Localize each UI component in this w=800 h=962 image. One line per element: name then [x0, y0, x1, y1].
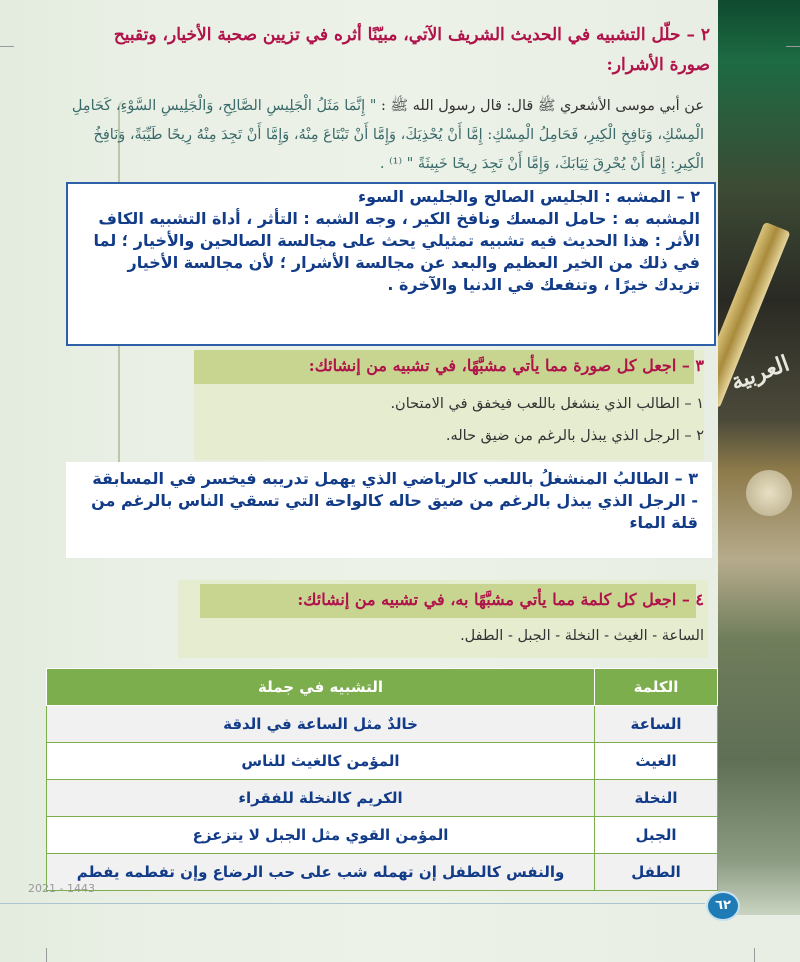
- table-cell-word: الغيث: [595, 743, 718, 780]
- exercise3-title: ٣ – اجعل كل صورة مما يأتي مشبَّهًا، في تشبيه من إنشائك:: [308, 356, 704, 375]
- table-row: [47, 743, 718, 780]
- answer2-line2: المشبه به : حامل المسك ونافخ الكير ، وجه الشبه : التأثر ، أداة التشبيه الكاف: [98, 209, 700, 228]
- table-cell-word: النخلة: [595, 780, 718, 817]
- crop-mark: [786, 46, 800, 47]
- hadith-lead: عن أبي موسى الأشعري ﷺ قال: قال رسول الله ﷺ :: [381, 98, 704, 114]
- table-row: [47, 780, 718, 817]
- exercise3-item-1: ١ – الطالب الذي ينشغل باللعب فيخفق في الامتحان.: [390, 396, 704, 412]
- strip-word: العربية: [727, 350, 793, 396]
- coin-icon: [746, 470, 792, 516]
- exercise2-text: حلّل التشبيه في الحديث الشريف الآتي، مبيّنًا أثره في تزيين صحبة الأخيار، وتقبيح صورة الأشرار:: [113, 25, 710, 75]
- table-cell-word: الجبل: [595, 817, 718, 854]
- exercise4-title: ٤ – اجعل كل كلمة مما يأتي مشبَّهًا به، في تشبيه من إنشائك:: [297, 590, 704, 609]
- decorative-side-strip: [718, 0, 800, 915]
- answer3-line1: ٣ – الطالبُ المنشغلُ باللعب كالرياضي الذي يهمل تدريبه فيخسر في المسابقة: [92, 469, 698, 488]
- answer2-line1: ٢ – المشبه : الجليس الصالح والجليس السوء: [357, 187, 700, 206]
- table-row: [47, 706, 718, 743]
- table-cell-word: الساعة: [595, 706, 718, 743]
- table-cell-simile: الكريم كالنخلة للفقراء: [47, 780, 595, 817]
- answer2-box: [66, 182, 716, 346]
- hadith-text: [64, 92, 704, 179]
- answer3-text: [68, 468, 698, 534]
- table-cell-simile: والنفس كالطفل إن تهمله شب على حب الرضاع وإن تفطمه يفطم: [47, 854, 595, 891]
- exercise2-heading: [70, 20, 710, 80]
- hadith-body: " إِنَّمَا مَثَلُ الْجَلِيسِ الصَّالِحِ، وَالْجَلِيسِ السَّوْءِ، كَحَامِلِ الْمِسْكِ، وَنَافِخِ الْكِيرِ، فَحَامِلُ الْمِسْكِ: إِمَّا أَنْ يُحْذِيَكَ، وَإِمَّا أَنْ تَبْتَاعَ مِنْهُ، وَإِمَّا أَنْ تَجِدَ مِنْهُ رِيحًا طَيِّبَةً، وَنَافِخُ الْكِيرِ: إِمَّا أَنْ يُحْرِقَ ثِيَابَكَ، وَإِمَّا أَنْ تَجِدَ رِيحًا خَبِيثَةً " ⁽¹⁾ .: [71, 98, 704, 172]
- table-row: [47, 817, 718, 854]
- answer2-line3: الأثر : هذا الحديث فيه تشبيه تمثيلي يحث على مجالسة الصالحين والأخيار ؛ لما في ذلك من الخير العظيم والبعد عن مجالسة الأشرار ؛ لأن مجالسة الأخيار تزيدك خيرًا ، وتنفعك في الدنيا والآخرة .: [93, 231, 700, 294]
- table-cell-simile: خالدٌ مثل الساعة في الدقة: [47, 706, 595, 743]
- page-number: ٦٢: [706, 891, 740, 921]
- footer-year: 2021 - 1443: [28, 882, 95, 895]
- table-cell-word: الطفل: [595, 854, 718, 891]
- table-header-simile: التشبيه في جملة: [47, 669, 595, 706]
- table-row: [47, 854, 718, 891]
- table-cell-simile: المؤمن كالغيث للناس: [47, 743, 595, 780]
- table-header-row: [47, 669, 718, 706]
- similes-table: [46, 668, 718, 891]
- table-header-word: الكلمة: [595, 669, 718, 706]
- exercise3-item-2: ٢ – الرجل الذي يبذل بالرغم من ضيق حاله.: [445, 428, 704, 444]
- crop-mark: [46, 948, 47, 962]
- footer-divider: [0, 903, 705, 904]
- answer2-text: [80, 186, 700, 296]
- crop-mark: [0, 46, 14, 47]
- table-cell-simile: المؤمن القوي مثل الجبل لا يتزعزع: [47, 817, 595, 854]
- answer3-box: [66, 462, 712, 558]
- exercise4-words: الساعة - الغيث - النخلة - الجبل - الطفل.: [460, 628, 704, 644]
- answer3-line2: - الرجل الذي يبذل بالرغم من ضيق حاله كالواحة التي تسقي الناس بالرغم من قلة الماء: [91, 491, 698, 532]
- exercise2-number: ٢ –: [686, 25, 710, 45]
- crop-mark: [754, 948, 755, 962]
